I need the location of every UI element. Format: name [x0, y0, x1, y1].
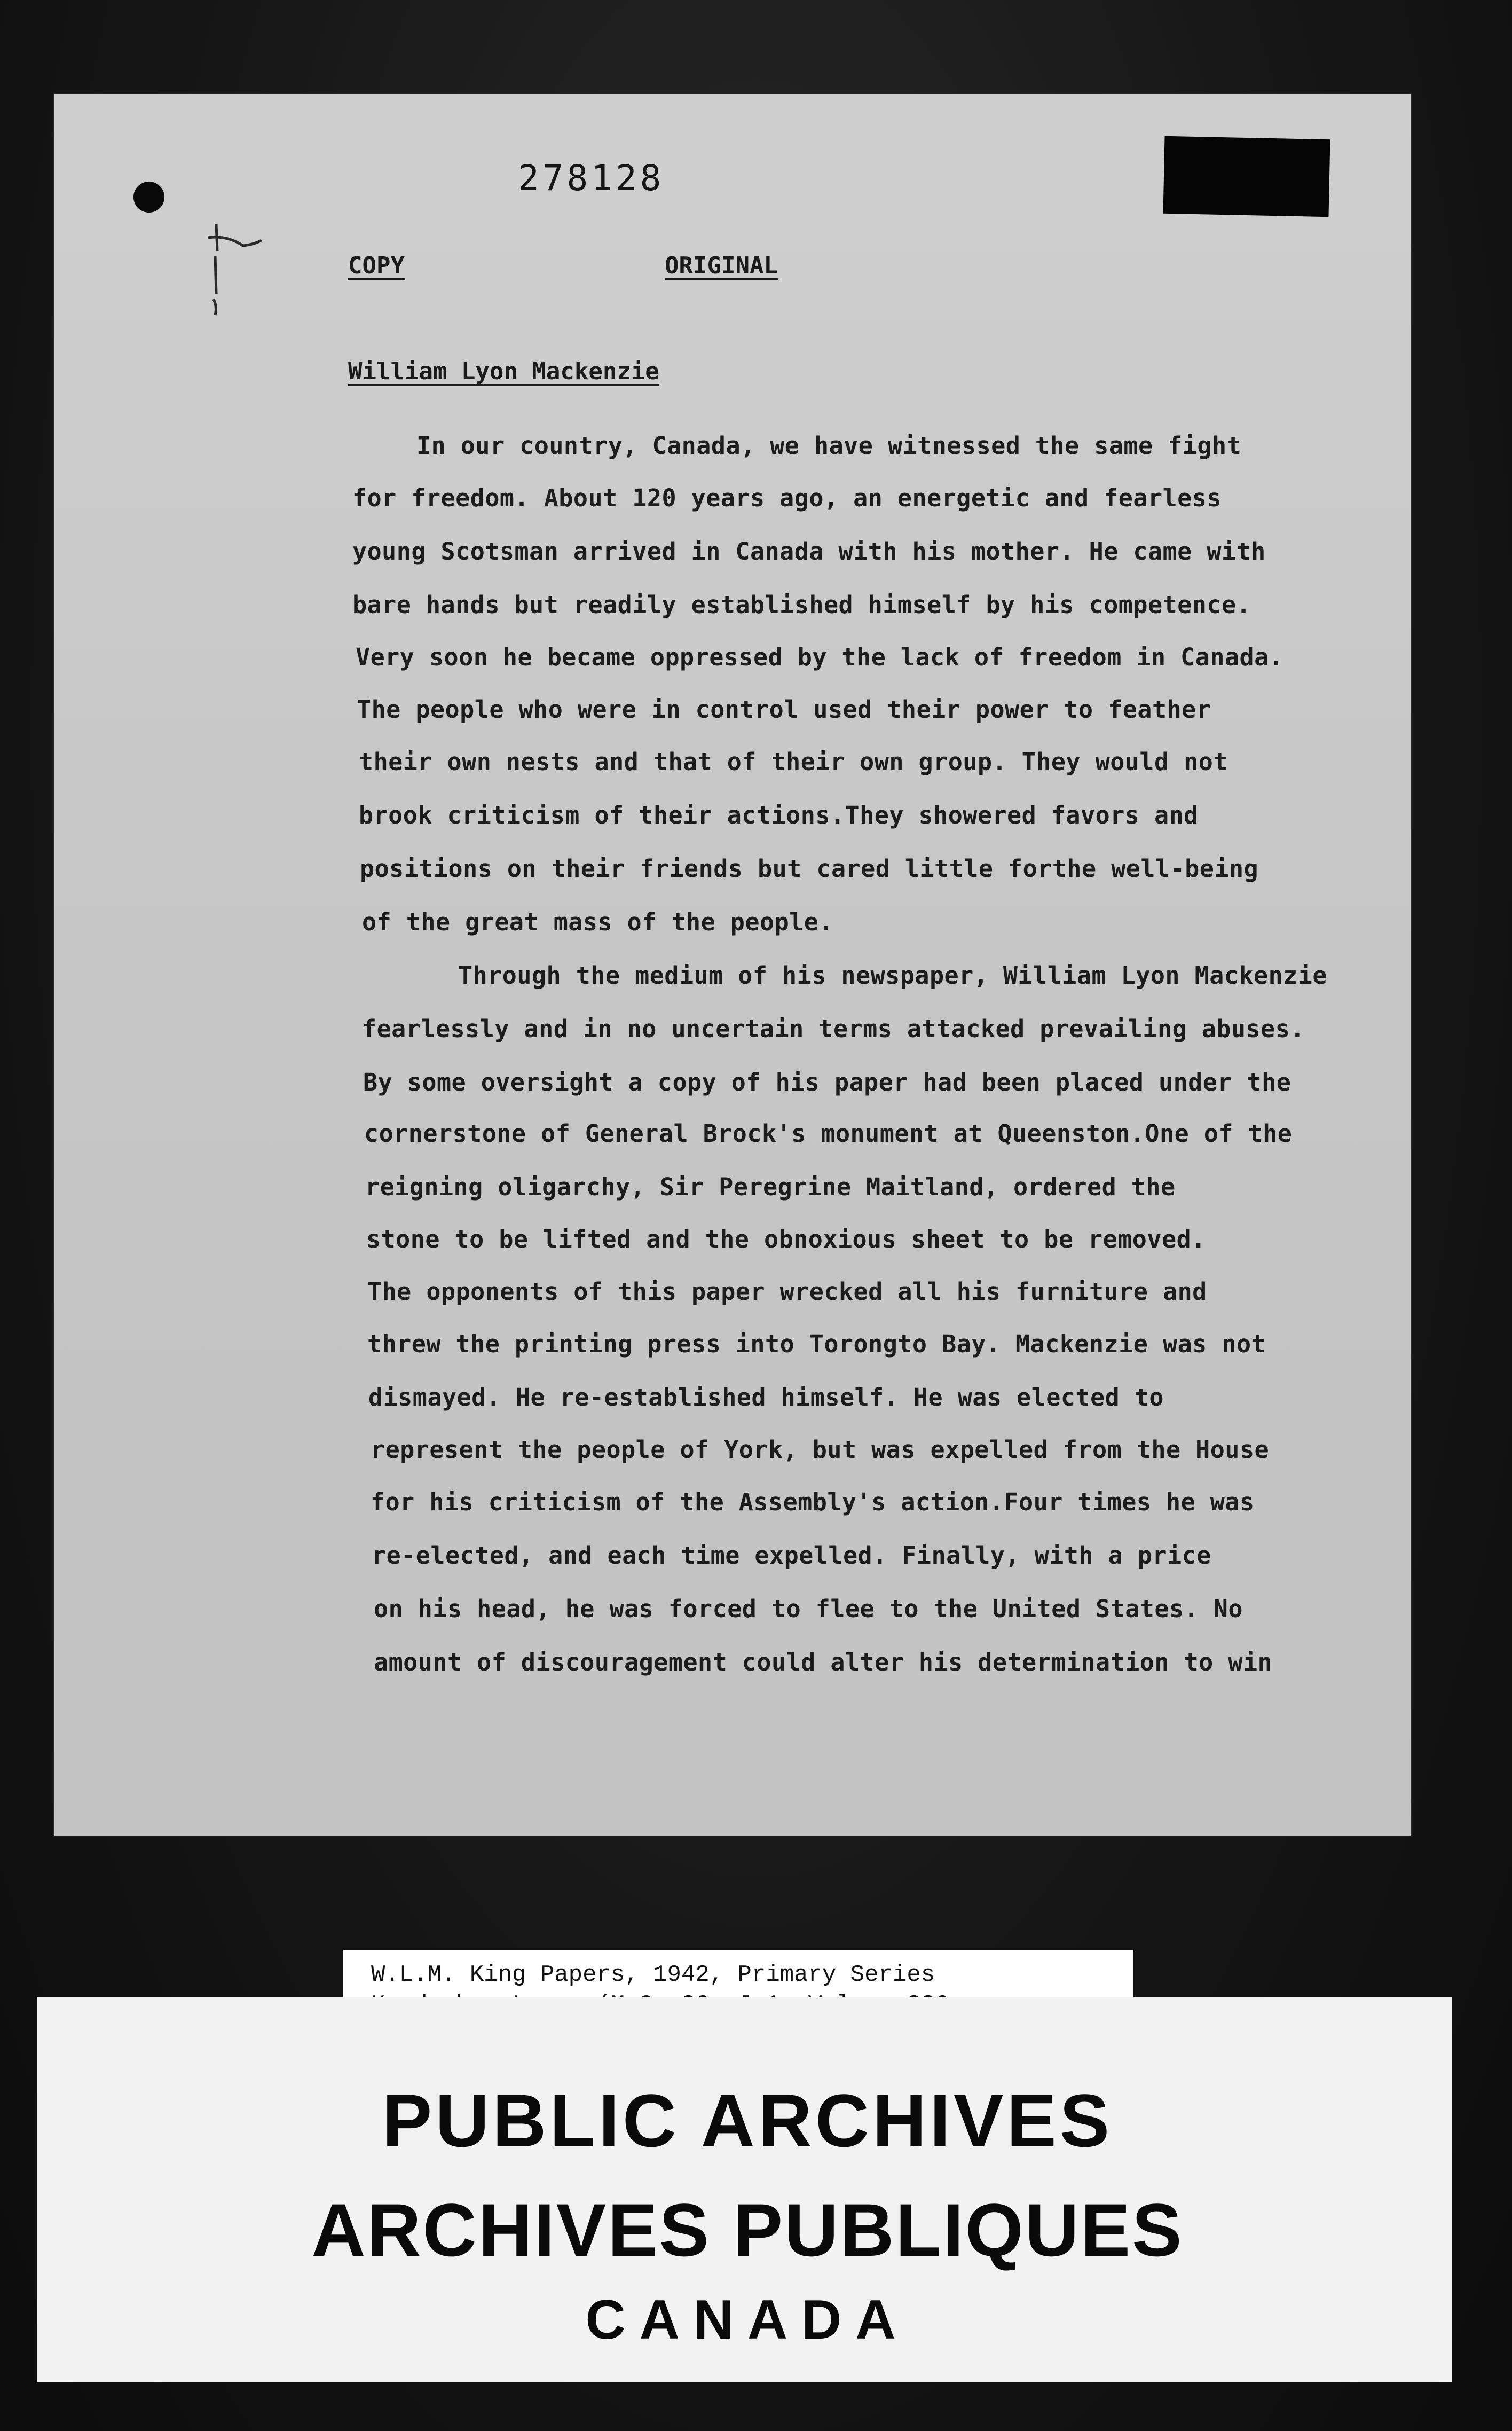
- body-line: for freedom. About 120 years ago, an energetic and fearless: [352, 484, 1222, 512]
- body-line: amount of discouragement could alter his determination to win: [374, 1648, 1273, 1676]
- archive-heading-fr: ARCHIVES PUBLIQUES: [311, 2188, 1184, 2272]
- reference-line-1: W.L.M. King Papers, 1942, Primary Series: [371, 1962, 935, 1988]
- body-line: brook criticism of their actions.They showered favors and: [359, 801, 1199, 829]
- body-line: Through the medium of his newspaper, William Lyon Mackenzie: [458, 961, 1327, 990]
- body-line: In our country, Canada, we have witnessed the same fight: [416, 432, 1242, 460]
- body-line: young Scotsman arrived in Canada with his mother. He came with: [352, 537, 1266, 566]
- archive-country: CANADA: [585, 2289, 910, 2351]
- body-line: for his criticism of the Assembly's action.Four times he was: [371, 1488, 1255, 1516]
- body-line: dismayed. He re-established himself. He was elected to: [368, 1383, 1164, 1411]
- body-line: The opponents of this paper wrecked all his furniture and: [367, 1277, 1207, 1306]
- body-line: Very soon he became oppressed by the lack of freedom in Canada.: [356, 643, 1284, 671]
- body-line: bare hands but readily established himself by his competence.: [352, 591, 1251, 619]
- body-line: re-elected, and each time expelled. Finally, with a price: [372, 1541, 1211, 1570]
- body-line: represent the people of York, but was expelled from the House: [371, 1436, 1270, 1464]
- pencil-mark: [206, 219, 264, 320]
- redaction-block: [1163, 136, 1330, 217]
- document-title: William Lyon Mackenzie: [348, 358, 659, 385]
- body-line: positions on their friends but cared little forthe well-being: [360, 854, 1259, 883]
- original-label: ORIGINAL: [665, 252, 778, 279]
- copy-label: COPY: [348, 252, 405, 279]
- body-line: reigning oligarchy, Sir Peregrine Maitland, ordered the: [365, 1173, 1176, 1201]
- body-line: of the great mass of the people.: [362, 908, 833, 936]
- archive-heading-en: PUBLIC ARCHIVES: [382, 2079, 1113, 2162]
- punch-hole: [133, 182, 164, 213]
- document-number: 278128: [518, 158, 665, 199]
- body-line: on his head, he was forced to flee to the United States. No: [374, 1595, 1243, 1623]
- body-line: fearlessly and in no uncertain terms attacked prevailing abuses.: [362, 1015, 1305, 1043]
- body-line: The people who were in control used their power to feather: [357, 695, 1211, 724]
- body-line: By some oversight a copy of his paper had been placed under the: [363, 1068, 1292, 1096]
- body-line: stone to be lifted and the obnoxious sheet to be removed.: [366, 1225, 1206, 1253]
- body-line: threw the printing press into Torongto Bay. Mackenzie was not: [367, 1330, 1266, 1358]
- body-line: their own nests and that of their own group. They would not: [359, 748, 1228, 776]
- body-line: cornerstone of General Brock's monument at Queenston.One of the: [364, 1119, 1293, 1148]
